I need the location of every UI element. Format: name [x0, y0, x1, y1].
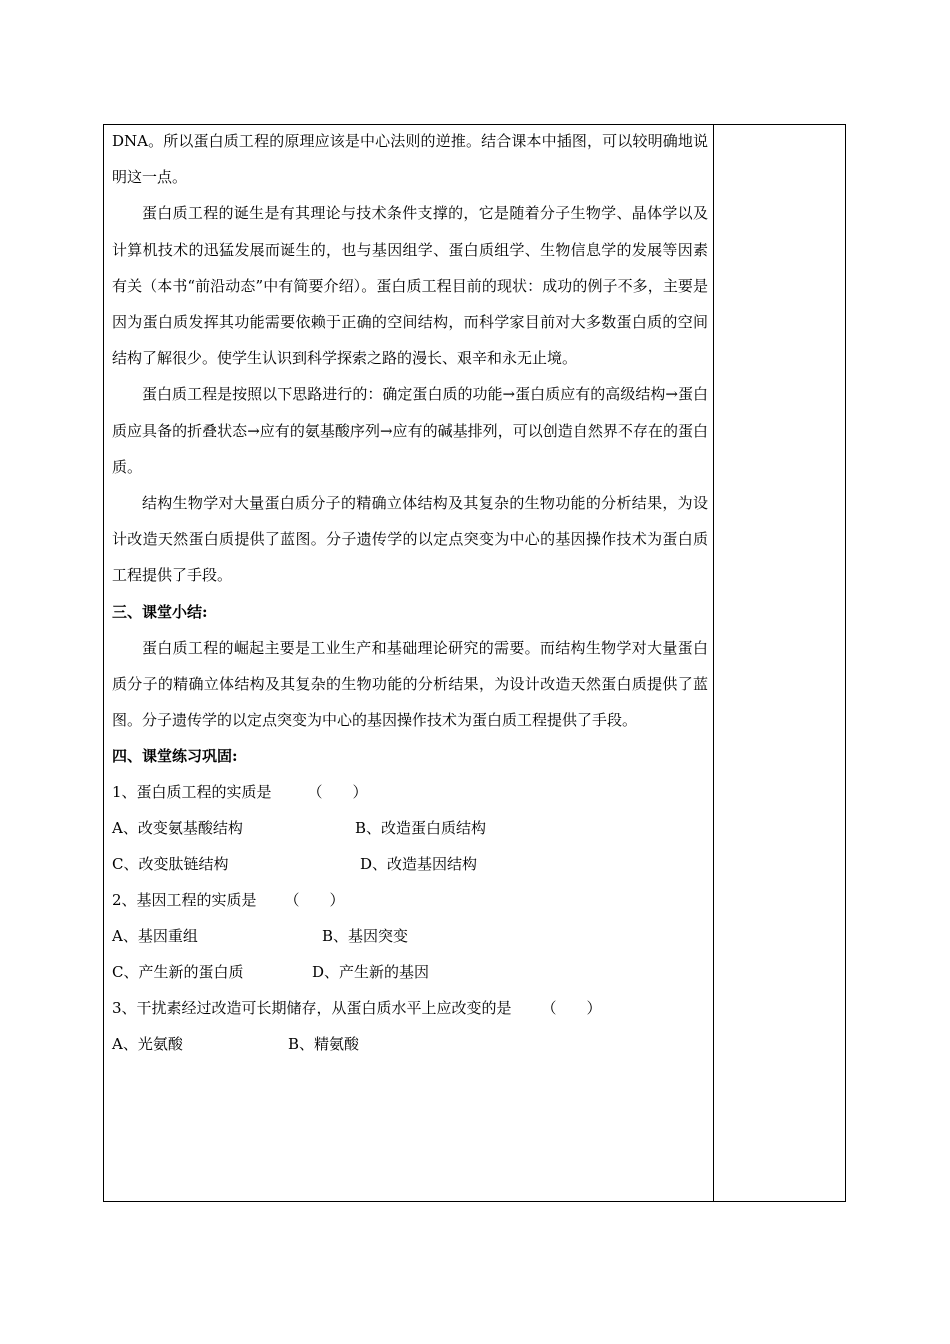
question-1-options-ab	[112, 810, 708, 846]
lesson-content	[112, 124, 708, 1062]
q1-option-c: C、改变肽链结构	[112, 855, 229, 874]
q3-option-a: A、光氨酸	[112, 1035, 183, 1054]
question-2-options-cd	[112, 954, 708, 990]
q2-option-a: A、基因重组	[112, 927, 198, 946]
question-1-stem: 1、蛋白质工程的实质是	[112, 783, 272, 802]
question-2-stem: 2、基因工程的实质是	[112, 891, 257, 910]
question-1-options-cd	[112, 846, 708, 882]
q1-option-b: B、改造蛋白质结构	[355, 819, 487, 838]
question-2-bracket: （ ）	[284, 891, 345, 910]
question-1	[112, 774, 708, 810]
q1-option-a: A、改变氨基酸结构	[112, 819, 243, 838]
question-2-options-ab	[112, 918, 708, 954]
paragraph-workflow: 蛋白质工程是按照以下思路进行的：确定蛋白质的功能→蛋白质应有的高级结构→蛋白质应具备的折叠状态→应有的氨基酸序列→应有的碱基排列，可以创造自然界不存在的蛋白质。	[112, 385, 708, 476]
section-exercise-heading: 四、课堂练习巩固:	[112, 747, 238, 766]
question-3-stem: 3、干扰素经过改造可长期储存，从蛋白质水平上应改变的是	[112, 999, 512, 1018]
question-3-bracket: （ ）	[541, 999, 602, 1018]
question-3-options-ab	[112, 1026, 708, 1062]
question-3	[112, 990, 708, 1026]
q2-option-b: B、基因突变	[322, 927, 409, 946]
question-1-bracket: （ ）	[307, 783, 368, 802]
column-divider	[713, 124, 714, 1202]
q1-option-d: D、改造基因结构	[360, 855, 478, 874]
question-2	[112, 882, 708, 918]
paragraph-birth: 蛋白质工程的诞生是有其理论与技术条件支撑的，它是随着分子生物学、晶体学以及计算机技术的迅猛发展而诞生的，也与基因组学、蛋白质组学、生物信息学的发展等因素有关（本书“前沿动态”中有简要介绍）。蛋白质工程目前的现状：成功的例子不多，主要是因为蛋白质发挥其功能需要依赖于正确的空间结构，而科学家目前对大多数蛋白质的空间结构了解很少。使学生认识到科学探索之路的漫长、艰辛和永无止境。	[112, 204, 708, 368]
paragraph-dna-principle: DNA。所以蛋白质工程的原理应该是中心法则的逆推。结合课本中插图，可以较明确地说明这一点。	[112, 132, 708, 187]
section-summary-heading: 三、课堂小结:	[112, 602, 208, 621]
section-summary-text: 蛋白质工程的崛起主要是工业生产和基础理论研究的需要。而结构生物学对大量蛋白质分子的精确立体结构及其复杂的生物功能的分析结果，为设计改造天然蛋白质提供了蓝图。分子遗传学的以定点突变为中心的基因操作技术为蛋白质工程提供了手段。	[112, 638, 708, 730]
q3-option-b: B、精氨酸	[288, 1035, 360, 1054]
q2-option-c: C、产生新的蛋白质	[112, 963, 244, 982]
paragraph-structural-biology: 结构生物学对大量蛋白质分子的精确立体结构及其复杂的生物功能的分析结果，为设计改造天然蛋白质提供了蓝图。分子遗传学的以定点突变为中心的基因操作技术为蛋白质工程提供了手段。	[112, 494, 708, 585]
q2-option-d: D、产生新的基因	[312, 963, 430, 982]
